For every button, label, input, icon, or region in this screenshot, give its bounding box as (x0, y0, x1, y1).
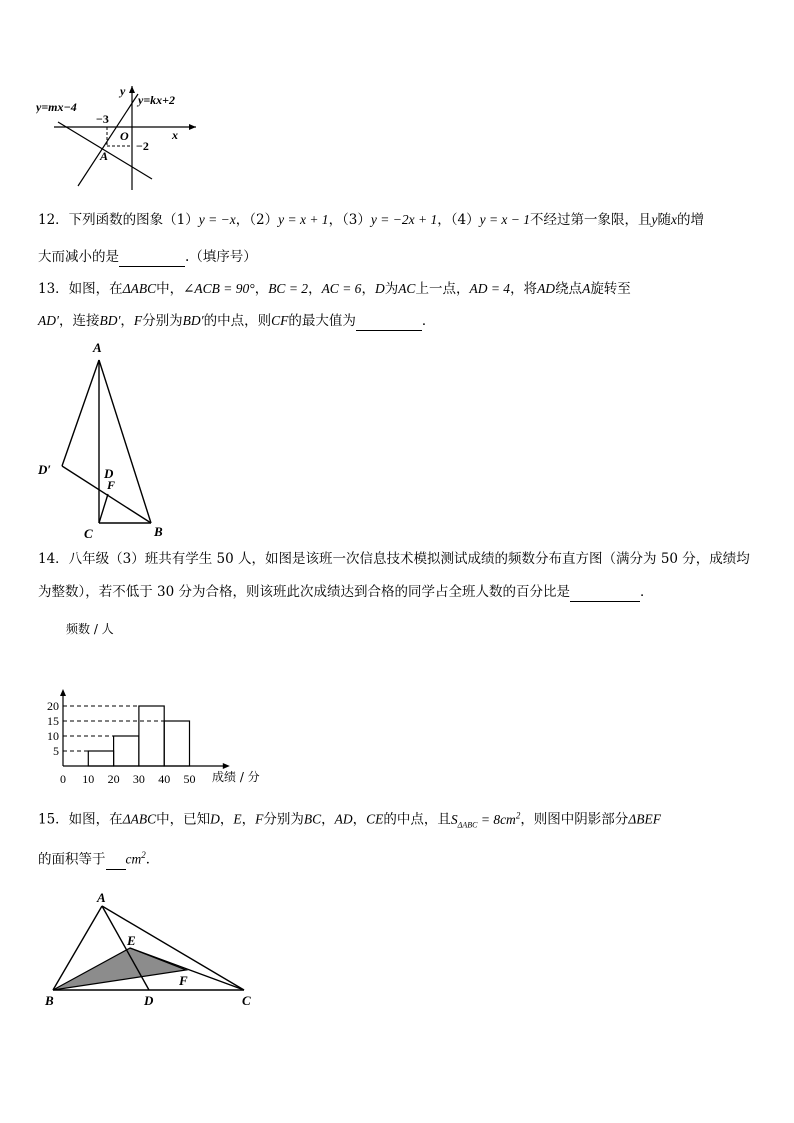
label-c: C (242, 993, 251, 1008)
x-tick-label: 0 (60, 772, 66, 786)
question-14-line-1: 14．八年级（3）班共有学生 50 人，如图是该班一次信息技术模拟测试成绩的频数分布直方图（满分为 50 分，成绩均 (38, 551, 750, 567)
x-axis-arrow (223, 763, 230, 769)
question-15-line-1: 15．如图，在ΔABC中，已知D，E，F分别为BC，AD，CE的中点，且$S_{\Delta ABC} = 8cm^2$，则图中阴影部分ΔBEF (38, 810, 661, 830)
histogram-bar (139, 706, 164, 766)
origin-label: O (120, 129, 129, 143)
function-1: y = −x (198, 212, 236, 227)
histogram-bar (114, 736, 139, 766)
label-e: E (127, 933, 136, 948)
question-12-line-2: 大而减小的是 .（填序号） (38, 249, 257, 265)
y-tick-label: 10 (47, 729, 59, 743)
point-a-label: A (100, 149, 109, 163)
x-tick-label: 40 (158, 772, 171, 786)
answer-blank-12[interactable] (119, 248, 185, 267)
function-2: y = x + 1 (278, 212, 329, 227)
label-f: F (107, 478, 116, 492)
label-a: A (97, 890, 106, 905)
label-f: F (179, 973, 188, 988)
tick-neg2: −2 (136, 139, 149, 153)
label-mx: y=mx−4 (36, 100, 77, 114)
label-kx: y=kx+2 (138, 93, 176, 107)
y-axis-title: 频数 / 人 (66, 622, 114, 636)
figure-13-triangle (36, 338, 176, 544)
answer-blank-14[interactable] (570, 583, 640, 602)
label-c: C (84, 526, 93, 541)
shaded-region-bef (53, 948, 186, 990)
histogram-chart (36, 618, 276, 788)
x-tick-label: 30 (132, 772, 145, 786)
label-d-prime: D′ (38, 462, 52, 477)
y-axis-label: y (120, 84, 126, 98)
question-12-line-1: 12．下列函数的图象（1）y = −x，（2）y = x + 1，（3）y = −2x + 1，（4）y = x − 1不经过第一象限，且y随x的增 (38, 212, 705, 228)
x-tick-label: 20 (107, 772, 120, 786)
tick-neg3: −3 (96, 112, 109, 126)
figure-two-lines (36, 84, 196, 190)
function-4: y = x − 1 (479, 212, 531, 227)
question-14-line-2: 为整数），若不低于 30 分为合格，则该班此次成绩达到合格的同学占全班人数的百分比是 ． (38, 584, 654, 600)
x-axis-title: 成绩 / 分 (212, 770, 260, 784)
y-tick-label: 15 (47, 714, 59, 728)
question-15-line-2: 的面积等于 $cm^2$． (38, 850, 160, 868)
histogram-bar (164, 721, 189, 766)
label-b: B (45, 993, 54, 1008)
area-symbol: $S_{\Delta ABC} = 8cm^2$ (450, 810, 521, 830)
question-13-line-1: 13．如图，在ΔABC中，∠ACB = 90°，BC = 2，AC = 6，D为AC上一点，AD = 4，将AD绕点A旋转至 (38, 281, 631, 297)
function-3: y = −2x + 1 (370, 212, 438, 227)
label-d: D (104, 466, 114, 481)
x-tick-label: 50 (183, 772, 196, 786)
histogram-bars (63, 706, 190, 766)
histogram-bar (88, 751, 113, 766)
label-a: A (93, 340, 102, 355)
histogram-axes (60, 689, 230, 769)
histogram-ticks (47, 699, 196, 786)
question-13-line-2: AD′，连接BD′，F分别为BD′的中点，则CF的最大值为 ． (38, 313, 436, 329)
answer-blank-13[interactable] (356, 312, 422, 331)
label-b: B (154, 524, 163, 539)
figure-15-triangle (36, 890, 266, 1012)
y-tick-label: 20 (47, 699, 59, 713)
y-tick-label: 5 (53, 744, 59, 758)
x-axis-label: x (172, 128, 178, 142)
label-d: D (144, 993, 154, 1008)
x-tick-label: 10 (82, 772, 95, 786)
y-axis-arrow (60, 689, 66, 696)
answer-blank-15[interactable] (106, 851, 126, 870)
